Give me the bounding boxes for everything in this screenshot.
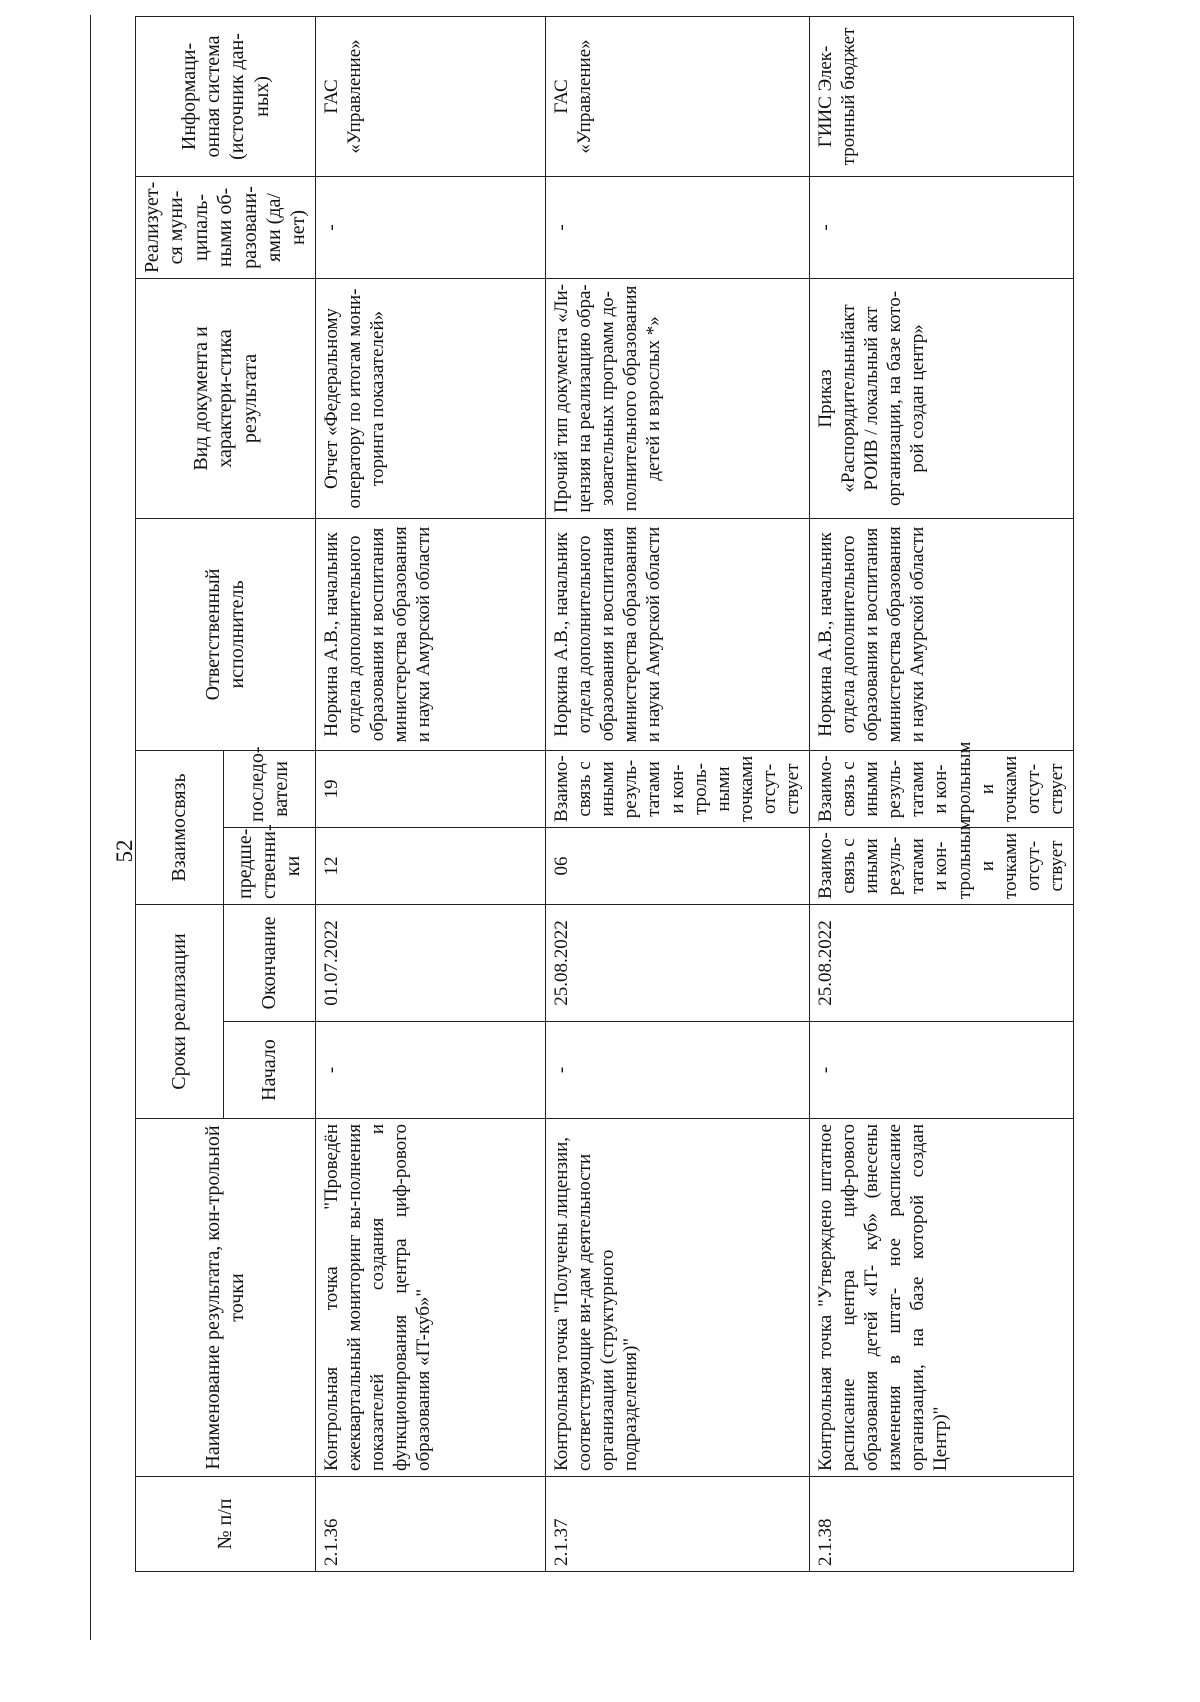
row-end: 25.08.2022 (545, 904, 809, 1021)
row-predecessors: Взаимо-связь с иными резуль-татами и кон-трольным и точками отсут-ствует (809, 827, 1073, 904)
row-successors: Взаимо-связь с иными резуль-татами и кон-трольным и точками отсут-ствует (809, 750, 1073, 827)
row-predecessors: 06 (545, 827, 809, 904)
header-terms: Сроки реализации (136, 904, 224, 1118)
table-row (545, 16, 809, 1571)
row-doc-type: Отчет «Федеральному оператору по итогам мони-торинга показателей» (315, 278, 545, 518)
header-start: Начало (223, 1022, 315, 1119)
table-row (809, 16, 1073, 1571)
table-row (315, 16, 545, 1571)
page-number: 52 (112, 839, 137, 863)
header-municipal: Реализует-ся муни-ципаль-ными об-разовани-ями (да/нет) (136, 176, 316, 278)
control-points-table (135, 16, 1074, 1572)
header-num: № п/п (136, 1477, 316, 1572)
row-num: 2.1.36 (315, 1477, 545, 1572)
header-info-system: Информаци-онная система (источник дан-ных) (136, 16, 316, 176)
row-name: Контрольная точка "Утверждено штатное расписание центра циф-рового образования детей «IT- куб» (внесены изменения в штат- ное расписание организации, на базе которой создан Центр)" (809, 1119, 1073, 1477)
row-successors: 19 (315, 750, 545, 827)
row-executor: Норкина А.В., начальник отдела дополнительного образования и воспитания министерства образования и науки Амурской области (315, 518, 545, 750)
header-relation: Взаимосвязь (136, 750, 224, 904)
row-municipal: - (809, 176, 1073, 278)
header-successors: последо-ватели (223, 750, 315, 827)
row-start: - (809, 1022, 1073, 1119)
row-start: - (545, 1022, 809, 1119)
row-executor: Норкина А.В., начальник отдела дополнительного образования и воспитания министерства образования и науки Амурской области (809, 518, 1073, 750)
row-end: 25.08.2022 (809, 904, 1073, 1021)
row-successors: Взаимо-связь с иными резуль-татами и кон-троль-ными точками отсут-ствует (545, 750, 809, 827)
header-doc-type: Вид документа и характери-стика результата (136, 278, 316, 518)
row-executor: Норкина А.В., начальник отдела дополнительного образования и воспитания министерства образования и науки Амурской области (545, 518, 809, 750)
page-rule (90, 15, 91, 1640)
row-start: - (315, 1022, 545, 1119)
row-doc-type: Прочий тип документа «Ли-цензия на реализацию обра-зовательных программ до-полнительного образования детей и взрослых *» (545, 278, 809, 518)
header-predecessors: предше-ственни-ки (223, 827, 315, 904)
row-info-system: ГАС «Управление» (315, 16, 545, 176)
header-end: Окончание (223, 904, 315, 1021)
row-municipal: - (315, 176, 545, 278)
row-info-system: ГАС «Управление» (545, 16, 809, 176)
row-predecessors: 12 (315, 827, 545, 904)
row-name: Контрольная точка "Проведён ежеквартальный мониторинг вы-полнения показателей создания и функционирования центра циф-рового образования «IT-куб»" (315, 1119, 545, 1477)
row-doc-type: Приказ «Распорядительныйакт РОИВ / локальный акт организации, на базе кото-рой создан центр» (809, 278, 1073, 518)
header-executor: Ответственный исполнитель (136, 518, 316, 750)
row-end: 01.07.2022 (315, 904, 545, 1021)
row-num: 2.1.37 (545, 1477, 809, 1572)
header-name: Наименование результата, кон-трольной точки (136, 1119, 316, 1477)
row-municipal: - (545, 176, 809, 278)
row-num: 2.1.38 (809, 1477, 1073, 1572)
row-name: Контрольная точка "Получены лицензии, соответствующие ви-дам деятельности организации (структурного подразделения)" (545, 1119, 809, 1477)
row-info-system: ГИИС Элек-тронный бюджет (809, 16, 1073, 176)
